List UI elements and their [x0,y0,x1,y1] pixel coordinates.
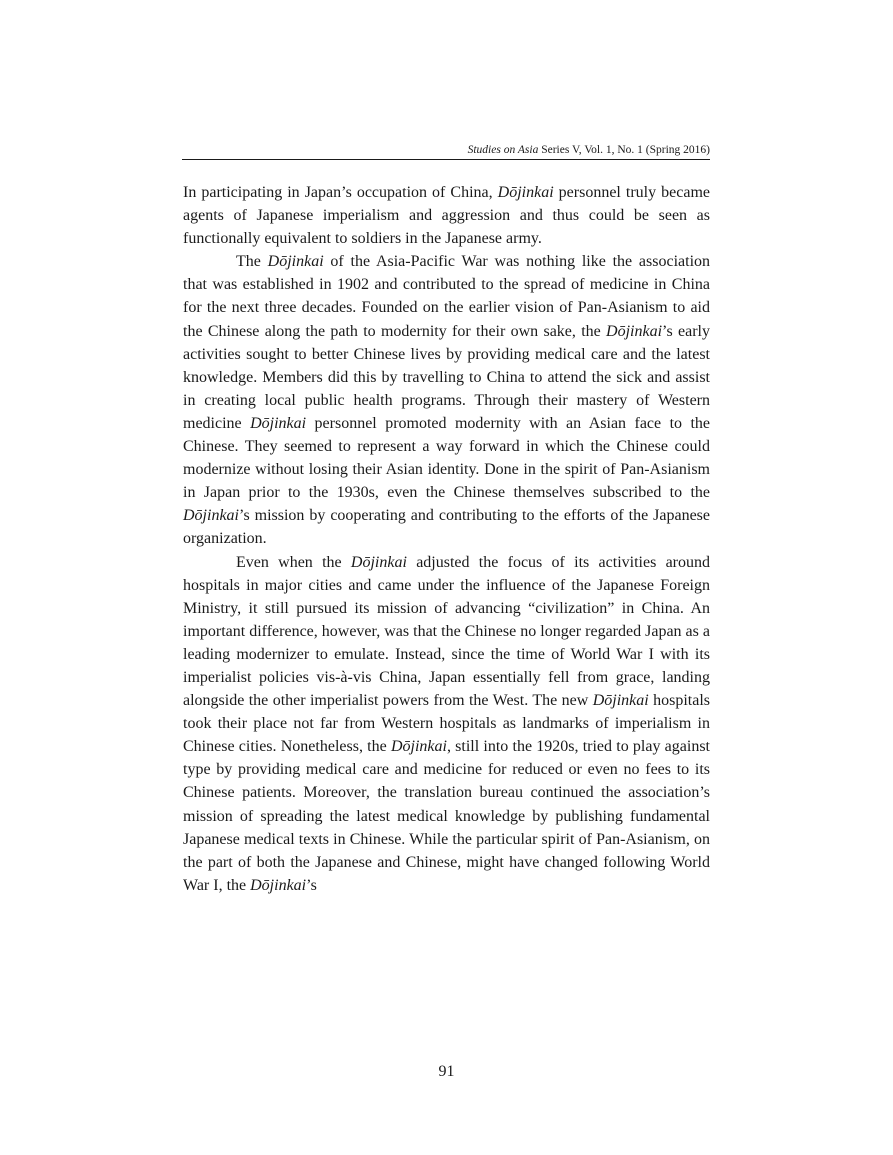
term-dojinkai: Dōjinkai [250,414,307,432]
term-dojinkai: Dōjinkai [390,738,447,756]
term-dojinkai: Dōjinkai [606,322,663,340]
paragraph-2 [183,250,710,550]
journal-title: Studies on Asia [467,144,539,156]
text-run: personnel promoted modernity with an Asian face to the Chinese. They seemed to represent a way forward in which the Chinese could modernize without losing their Asian identity. Done in the spirit of Pan-Asianism in Japan prior to the 1930s, even the Chinese themselves subscribed to the [183,414,711,502]
term-dojinkai: Dōjinkai [497,184,554,201]
term-dojinkai: Dōjinkai [250,876,307,894]
term-dojinkai: Dōjinkai [350,553,407,571]
text-run: The [236,253,268,271]
header-rule [182,159,710,160]
article-body [183,181,710,897]
term-dojinkai: Dōjinkai [183,507,239,525]
text-run: ’s mission by cooperating and contributing to the efforts of the Japanese organization. [183,507,710,548]
text-run: ’s early activities sought to better Chinese lives by providing medical care and the latest knowledge. Members did this by travelling to China to attend the sick and assist in creating local public health programs. Through their mastery of Western medicine [183,322,710,432]
text-run: adjusted the focus of its activities around hospitals in major cities and came under the influence of the Japanese Foreign Ministry, it still pursued its mission of advancing “civilization” in China. An important difference, however, was that the Chinese no longer regarded Japan as a leading modernizer to emulate. Instead, since the time of World War I with its imperialist policies vis-à-vis China, Japan essentially fell from grace, landing alongside the other imperialist powers from the West. The new [183,553,711,710]
text-run: ’s [306,876,317,894]
paragraph-1 [183,181,710,250]
text-run: of the Asia-Pacific War was nothing like the association that was established in 1902 and contributed to the spread of medicine in China for the next three decades. Founded on the earlier vision of Pan-Asianism to aid the Chinese along the path to modernity for their own sake, the [183,253,711,340]
text-run: , still into the 1920s, tried to play against type by providing medical care and medicine for reduced or even no fees to its Chinese patients. Moreover, the translation bureau continued the association’s mission of spreading the latest medical knowledge by publishing fundamental Japanese medical texts in Chinese. While the particular spirit of Pan-Asianism, on the part of both the Japanese and Chinese, might have changed following World War I, the [183,738,710,894]
page-number: 91 [438,1063,455,1080]
text-run: hospitals took their place not far from Western hospitals as landmarks of imperialism in Chinese cities. Nonetheless, the [183,692,711,756]
term-dojinkai: Dōjinkai [267,253,324,271]
text-run: Even when the [236,553,351,571]
text-run: In participating in Japan’s occupation of China, [183,184,498,201]
running-header [182,143,710,157]
term-dojinkai: Dōjinkai [592,692,649,710]
text-run: personnel truly became agents of Japanese imperialism and aggression and thus could be seen as functionally equivalent to soldiers in the Japanese army. [183,184,710,248]
journal-issue: Series V, Vol. 1, No. 1 (Spring 2016) [538,144,710,156]
paragraph-3 [183,551,710,897]
